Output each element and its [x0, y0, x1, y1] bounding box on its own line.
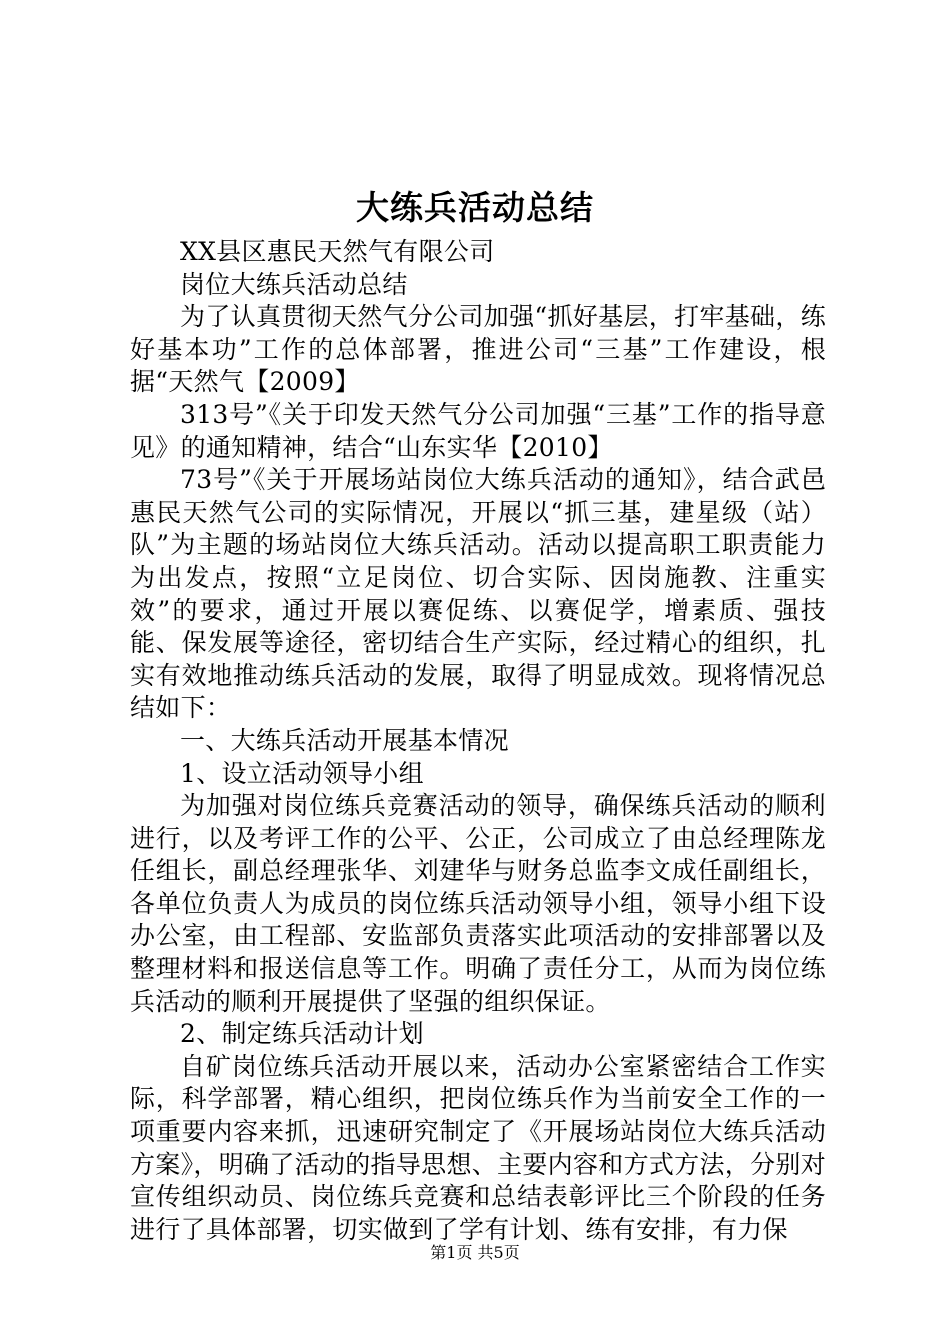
subsection-heading-2: 2、制定练兵活动计划	[180, 1019, 424, 1049]
paragraph-plan: 自矿岗位练兵活动开展以来，活动办公室紧密结合工作实际，科学部署，精心组织，把岗位练兵作为当前安全工作的一项重要内容来抓，迅速研究制定了《开展场站岗位大练兵活动方案》，明确了活动的指导思想、主要内容和方式方法，分别对宣传组织动员、岗位练兵竞赛和总结表彰评比三个阶段的任务进行了具体部署，切实做到了学有计划、练有安排，有力保	[130, 1051, 826, 1244]
document-body	[130, 236, 826, 1246]
subsection-heading-1: 1、设立活动领导小组	[180, 758, 424, 788]
paragraph-subtitle: 岗位大练兵活动总结	[180, 269, 408, 299]
document-title: 大练兵活动总结	[356, 188, 594, 227]
paragraph-leadership: 为加强对岗位练兵竞赛活动的领导，确保练兵活动的顺利进行，以及考评工作的公平、公正，公司成立了由总经理陈龙任组长，副总经理张华、刘建华与财务总监李文成任副组长，各单位负责人为成员的岗位练兵活动领导小组，领导小组下设办公室，由工程部、安监部负责落实此项活动的安排部署以及整理材料和报送信息等工作。明确了责任分工，从而为岗位练兵活动的顺利开展提供了坚强的组织保证。	[130, 791, 826, 1016]
paragraph-intro: 为了认真贯彻天然气分公司加强“抓好基层，打牢基础，练好基本功”工作的总体部署，推进公司“三基”工作建设，根据“天然气【2009】	[130, 302, 826, 397]
paragraph-company: XX县区惠民天然气有限公司	[180, 237, 495, 266]
section-heading-1: 一、大练兵活动开展基本情况	[180, 725, 509, 755]
page-number-footer: 第1页 共5页	[430, 1243, 520, 1262]
paragraph-intro-cont-2: 73号”《关于开展场站岗位大练兵活动的通知》，结合武邑惠民天然气公司的实际情况，开展以“抓三基，建星级（站）队”为主题的场站岗位大练兵活动。活动以提高职工职责能力为出发点，按照“立足岗位、切合实际、因岗施教、注重实效”的要求，通过开展以赛促练、以赛促学，增素质、强技能、保发展等途径，密切结合生产实际，经过精心的组织，扎实有效地推动练兵活动的发展，取得了明显成效。现将情况总结如下：	[130, 465, 826, 723]
paragraph-intro-cont-1: 313号”《关于印发天然气分公司加强“三基”工作的指导意见》的通知精神，结合“山东实华【2010】	[130, 399, 826, 462]
